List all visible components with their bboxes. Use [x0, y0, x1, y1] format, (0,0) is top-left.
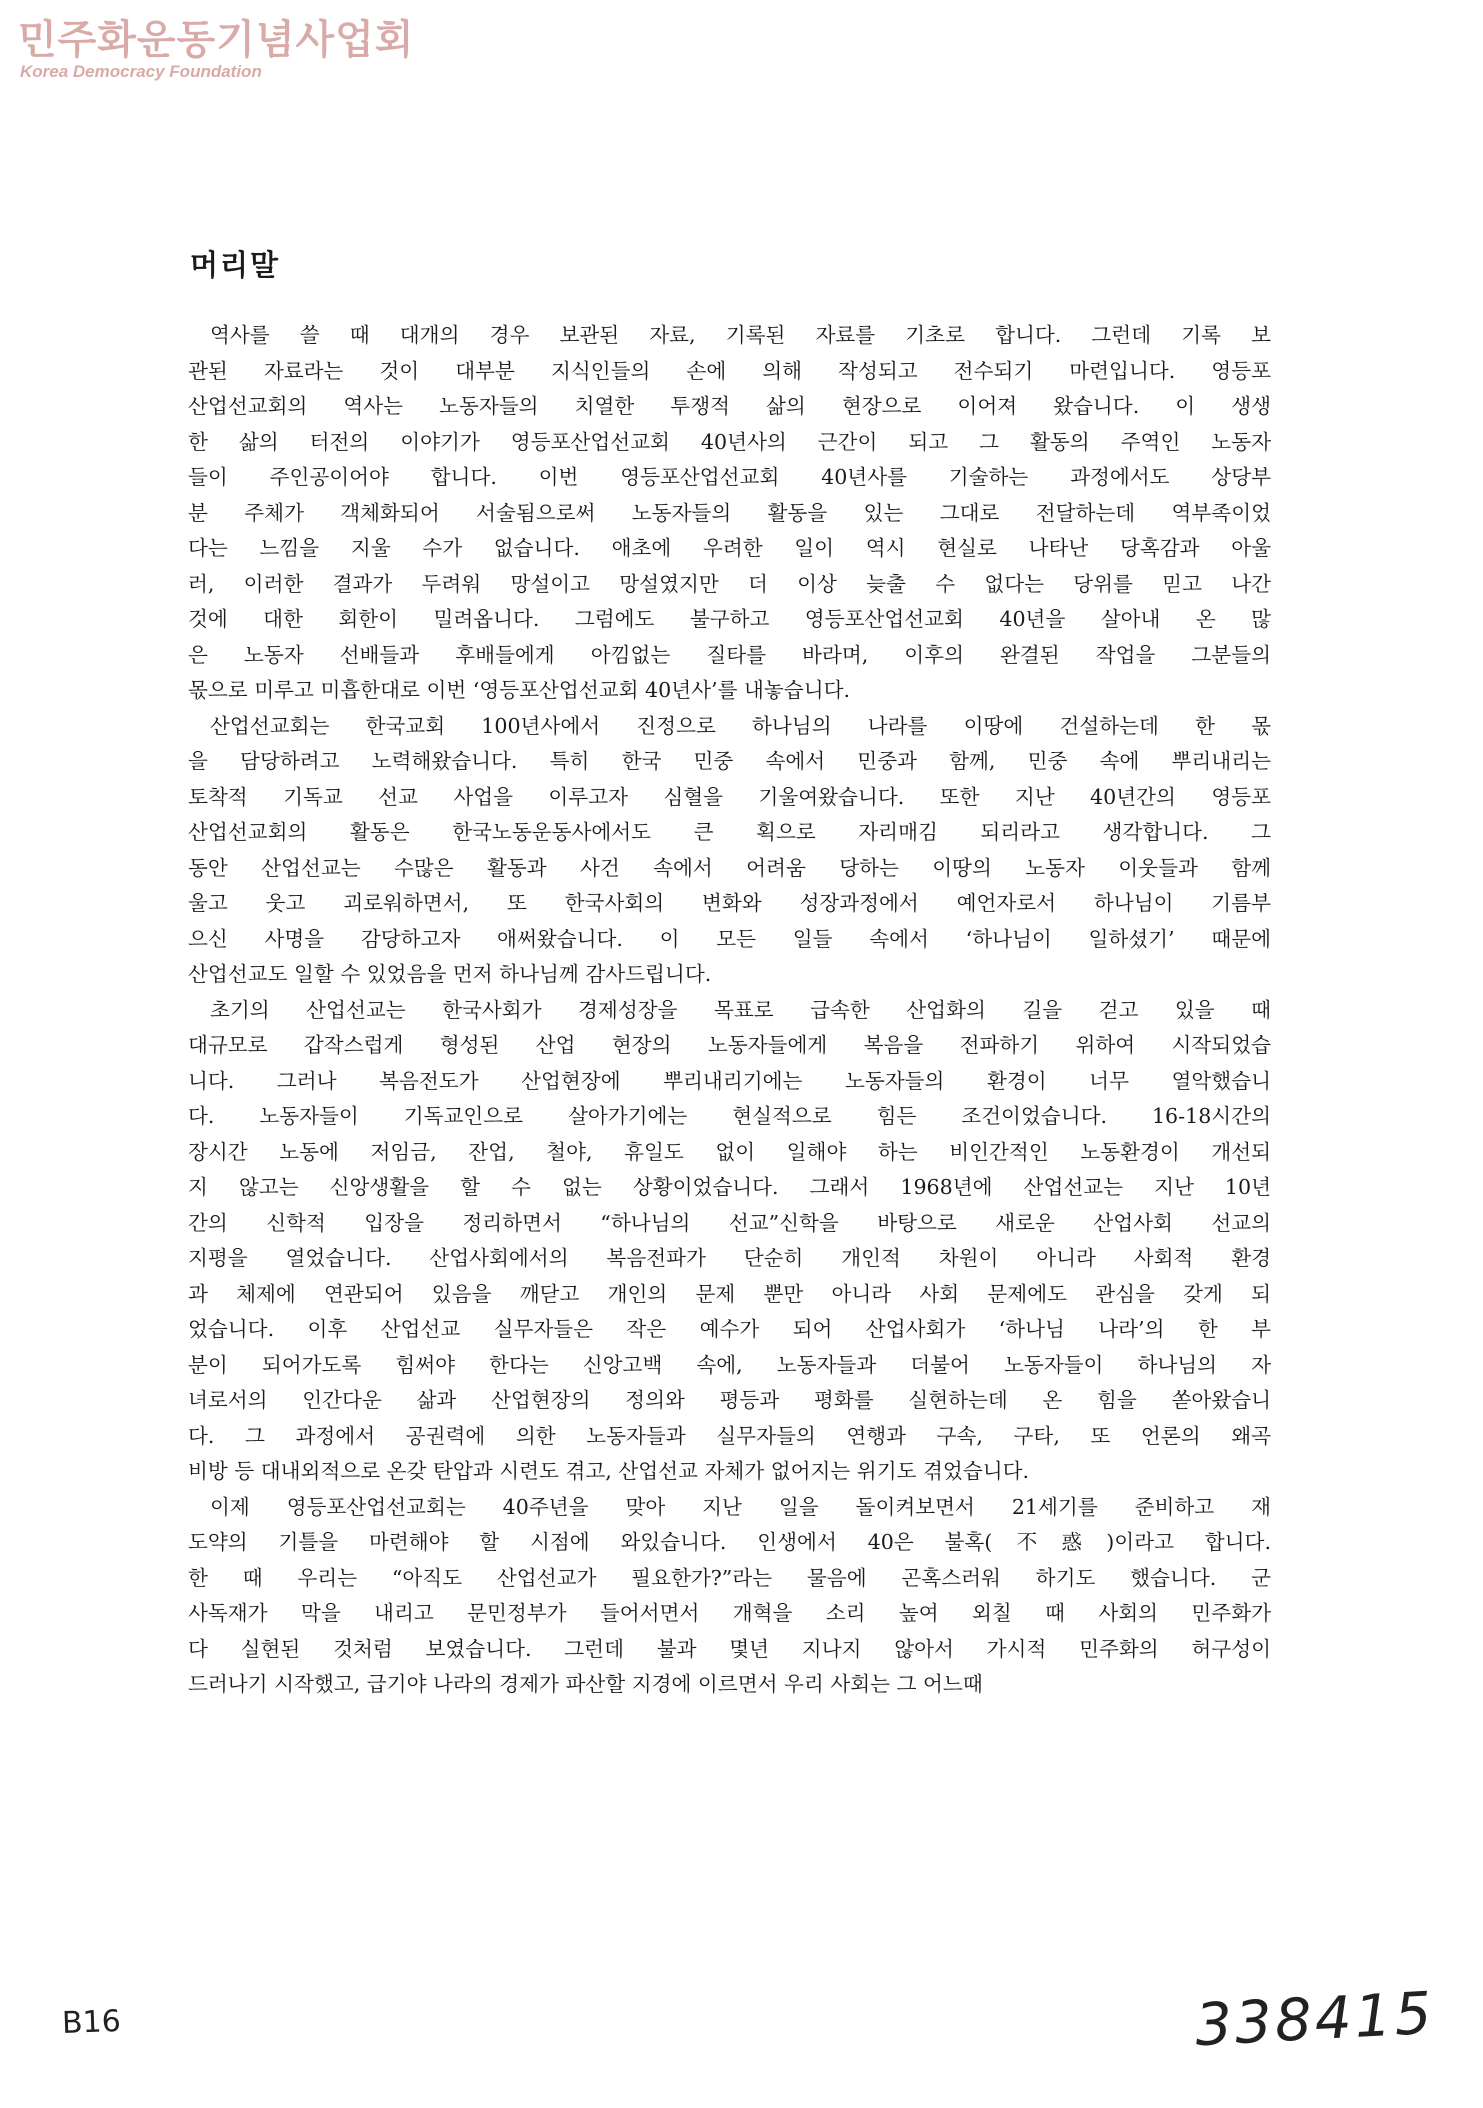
text-line: 이제 영등포산업선교회는 40주년을 맞아 지난 일을 돌이켜보면서 21세기를 준비하고 재 — [210, 1494, 1271, 1519]
text-line: 산업선교회는 한국교회 100년사에서 진정으로 하나님의 나라를 이땅에 건설하는데 한 몫 — [210, 713, 1271, 738]
handwritten-document-number: 338415 — [1193, 1978, 1437, 2060]
watermark-english: Korea Democracy Foundation — [20, 62, 262, 81]
text-line: 은 노동자 선배들과 후배들에게 아낌없는 질타를 바라며, 이후의 완결된 작업을 그분들의 — [188, 642, 1271, 667]
text-line: 들이 주인공이어야 합니다. 이번 영등포산업선교회 40년사를 기술하는 과정에서도 상당부 — [188, 465, 1271, 489]
handwritten-page-code: B16 — [61, 2003, 122, 2042]
text-line: 대규모로 갑작스럽게 형성된 산업 현장의 노동자들에게 복음을 전파하기 위하여 시작되었습 — [188, 1033, 1271, 1057]
text-line: 동안 산업선교는 수많은 활동과 사건 속에서 어려움 당하는 이땅의 노동자 이웃들과 함께 — [188, 855, 1271, 880]
text-line: 비방 등 대내외적으로 온갖 탄압과 시련도 겪고, 산업선교 자체가 없어지는 위기도 겪었습니다. — [188, 1459, 1030, 1483]
text-line: 지평을 열었습니다. 산업사회에서의 복음전파가 단순히 개인적 차원이 아니라 사회적 환경 — [188, 1246, 1271, 1270]
text-line: 울고 웃고 괴로워하면서, 또 한국사회의 변화와 성장과정에서 예언자로서 하나님이 기름부 — [188, 891, 1271, 915]
text-line: 녀로서의 인간다운 삶과 산업현장의 정의와 평등과 평화를 실현하는데 온 힘을 쏟아왔습니 — [188, 1388, 1271, 1412]
watermark-korean: 민주화운동기념사업회 — [18, 17, 415, 63]
text-line: 산업선교회의 역사는 노동자들의 치열한 투쟁적 삶의 현장으로 이어져 왔습니다. 이 생생 — [188, 394, 1271, 418]
text-line: 도약의 기틀을 마련해야 할 시점에 와있습니다. 인생에서 40은 불혹(不惑)이라고 합니다. — [188, 1530, 1271, 1554]
preface-body — [188, 318, 1271, 1703]
text-line: 다. 노동자들이 기독교인으로 살아가기에는 현실적으로 힘든 조건이었습니다. 16-18시간의 — [188, 1104, 1271, 1128]
text-line: 니다. 그러나 복음전도가 산업현장에 뿌리내리기에는 노동자들의 환경이 너무 열악했습니 — [188, 1068, 1271, 1093]
text-line: 으신 사명을 감당하고자 애써왔습니다. 이 모든 일들 속에서 ‘하나님이 일하셨기’ 때문에 — [188, 926, 1271, 951]
text-line: 러, 이러한 결과가 두려워 망설이고 망설였지만 더 이상 늦출 수 없다는 당위를 믿고 나간 — [188, 571, 1271, 596]
text-line: 한 삶의 터전의 이야기가 영등포산업선교회 40년사의 근간이 되고 그 활동의 주역인 노동자 — [188, 429, 1271, 454]
page-title: 머리말 — [190, 248, 281, 282]
text-line: 다 실현된 것처럼 보였습니다. 그런데 불과 몇년 지나지 않아서 가시적 민주화의 허구성이 — [188, 1636, 1271, 1661]
text-line: 몫으로 미루고 미흡한대로 이번 ‘영등포산업선교회 40년사’를 내놓습니다. — [188, 678, 851, 702]
text-line: 사독재가 막을 내리고 문민정부가 들어서면서 개혁을 소리 높여 외칠 때 사회의 민주화가 — [188, 1601, 1271, 1625]
text-line: 관된 자료라는 것이 대부분 지식인들의 손에 의해 작성되고 전수되기 마련입니다. 영등포 — [188, 358, 1271, 383]
text-line: 분이 되어가도록 힘써야 한다는 신앙고백 속에, 노동자들과 더불어 노동자들이 하나님의 자 — [188, 1352, 1271, 1377]
text-line: 산업선교회의 활동은 한국노동운동사에서도 큰 획으로 자리매김 되리라고 생각합니다. 그 — [188, 820, 1271, 844]
text-line: 간의 신학적 입장을 정리하면서 “하나님의 선교”신학을 바탕으로 새로운 산업사회 선교의 — [188, 1210, 1271, 1235]
text-line: 다는 느낌을 지울 수가 없습니다. 애초에 우려한 일이 역시 현실로 나타난 당혹감과 아울 — [188, 536, 1271, 560]
text-line: 초기의 산업선교는 한국사회가 경제성장을 목표로 급속한 산업화의 길을 걷고 있을 때 — [210, 997, 1271, 1022]
text-line: 장시간 노동에 저임금, 잔업, 철야, 휴일도 없이 일해야 하는 비인간적인 노동환경이 개선되 — [188, 1139, 1271, 1164]
text-line: 과 체제에 연관되어 있음을 깨닫고 개인의 문제 뿐만 아니라 사회 문제에도 관심을 갖게 되 — [188, 1281, 1271, 1306]
text-line: 토착적 기독교 선교 사업을 이루고자 심혈을 기울여왔습니다. 또한 지난 40년간의 영등포 — [188, 784, 1271, 809]
watermark-logo — [18, 18, 414, 82]
text-line: 역사를 쓸 때 대개의 경우 보관된 자료, 기록된 자료를 기초로 합니다. 그런데 기록 보 — [210, 323, 1271, 347]
text-line: 다. 그 과정에서 공권력에 의한 노동자들과 실무자들의 연행과 구속, 구타, 또 언론의 왜곡 — [188, 1423, 1271, 1448]
text-line: 분 주체가 객체화되어 서술됨으로써 노동자들의 활동을 있는 그대로 전달하는데 역부족이었 — [188, 500, 1271, 525]
text-line: 한 때 우리는 “아직도 산업선교가 필요한가?”라는 물음에 곤혹스러워 하기도 했습니다. 군 — [188, 1565, 1271, 1590]
text-line: 산업선교도 일할 수 있었음을 먼저 하나님께 감사드립니다. — [188, 962, 712, 986]
text-line: 었습니다. 이후 산업선교 실무자들은 작은 예수가 되어 산업사회가 ‘하나님 나라’의 한 부 — [188, 1317, 1271, 1341]
text-line: 지 않고는 신앙생활을 할 수 없는 상황이었습니다. 그래서 1968년에 산업선교는 지난 10년 — [188, 1175, 1271, 1199]
text-line: 드러나기 시작했고, 급기야 나라의 경제가 파산할 지경에 이르면서 우리 사회는 그 어느때 — [188, 1672, 983, 1696]
text-line: 것에 대한 회한이 밀려옵니다. 그럼에도 불구하고 영등포산업선교회 40년을 살아내 온 많 — [188, 607, 1271, 631]
text-line: 을 담당하려고 노력해왔습니다. 특히 한국 민중 속에서 민중과 함께, 민중 속에 뿌리내리는 — [188, 749, 1271, 773]
